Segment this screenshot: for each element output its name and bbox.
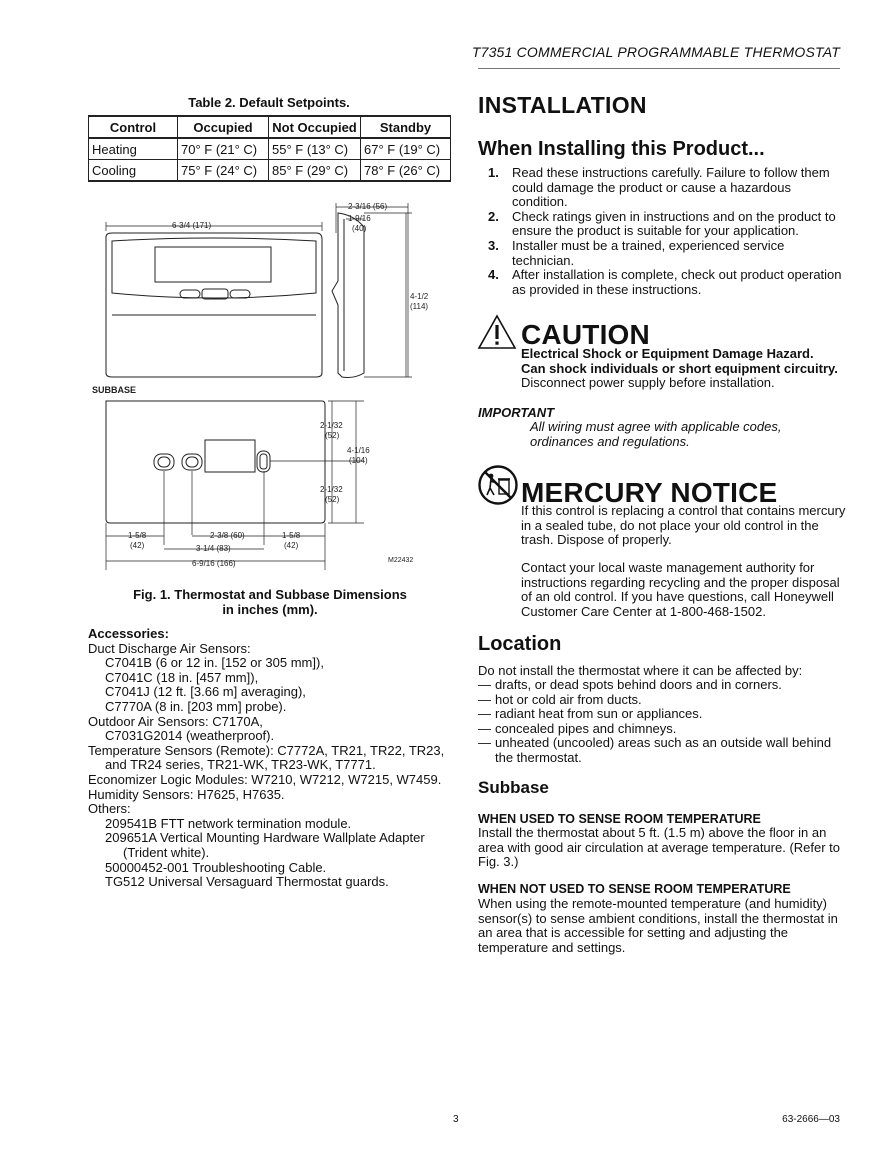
list-item-text: hot or cold air from ducts. <box>495 691 642 707</box>
accessory-line: Duct Discharge Air Sensors: <box>88 640 251 656</box>
table-row <box>89 160 451 182</box>
table-title: Table 2. Default Setpoints. <box>188 95 350 110</box>
table-header-cell: Control <box>89 116 178 138</box>
dim-label: 6-3/4 (171) <box>172 221 212 230</box>
dim-label: 2-1/32 <box>320 421 343 430</box>
table-cell: 75° F (24° C) <box>178 160 269 182</box>
list-item-text: unheated (uncooled) areas such as an outside wall behind the thermostat. <box>495 735 832 765</box>
dim-label: 3-1/4 (83) <box>196 544 231 553</box>
step-text: Read these instructions carefully. Failure to follow them could damage the product or cause a hazardous condition. <box>512 165 830 210</box>
mercury-paragraph: Contact your local waste management authority for instructions regarding recycling and the proper disposal of an old control. If you have questions, call Honeywell Customer Care Center at 1-800-468-1502. <box>521 560 840 619</box>
subbase-knob <box>182 454 202 470</box>
dim-label: (104) <box>349 456 368 465</box>
caution-line: Electrical Shock or Equipment Damage Hazard. <box>521 346 814 361</box>
accessory-line: Outdoor Air Sensors: C7170A, <box>88 713 263 729</box>
accessory-line: 50000452-001 Troubleshooting Cable. <box>105 859 327 875</box>
setpoints-table <box>88 115 451 182</box>
accessory-line: C7041B (6 or 12 in. [152 or 305 mm]), <box>105 655 324 671</box>
table-cell: 78° F (26° C) <box>361 160 451 182</box>
accessory-line: C7770A (8 in. [203 mm] probe). <box>105 698 287 714</box>
step-number: 3. <box>488 237 499 253</box>
dim-label: (114) <box>410 302 429 311</box>
thermostat-display <box>155 247 271 282</box>
accessory-line: C7031G2014 (weatherproof). <box>105 728 275 744</box>
no-trash-icon <box>477 464 519 506</box>
accessory-line: 209651A Vertical Mounting Hardware Wallplate Adapter (Trident white). <box>105 830 425 860</box>
figure-caption-line: Fig. 1. Thermostat and Subbase Dimensions <box>133 587 407 602</box>
dash-marker: — <box>478 691 491 707</box>
dim-label: (52) <box>325 431 340 440</box>
table-header-cell: Not Occupied <box>269 116 361 138</box>
caution-text <box>521 347 851 391</box>
dim-label: 4-1/2 <box>410 292 429 301</box>
warning-triangle-icon <box>477 314 517 350</box>
figure-caption <box>100 587 440 617</box>
table-header-cell: Occupied <box>178 116 269 138</box>
thermostat-front-outline <box>106 233 322 377</box>
installation-steps <box>478 166 843 297</box>
sense-room-heading: WHEN USED TO SENSE ROOM TEMPERATURE <box>478 812 761 826</box>
sense-room-text: Install the thermostat about 5 ft. (1.5 m) above the floor in an area with good air circulation at average temperature. (Refer to Fig. 3.) <box>478 825 841 870</box>
dim-label: (52) <box>325 495 340 504</box>
accessory-line: Others: <box>88 801 131 817</box>
location-intro: Do not install the thermostat where it can be affected by: <box>478 663 803 678</box>
accessory-line: Economizer Logic Modules: W7210, W7212, W7215, W7459. <box>88 771 442 787</box>
caution-line: Can shock individuals or short equipment circuitry. <box>521 360 838 376</box>
table-cell: Heating <box>89 138 178 160</box>
accessories-heading: Accessories: <box>88 626 169 641</box>
thermostat-side-outline <box>332 213 364 378</box>
step-text: After installation is complete, check out product operation as provided in these instructions. <box>512 267 842 297</box>
page-number: 3 <box>453 1114 459 1125</box>
figure-caption-line: in inches (mm). <box>222 602 318 617</box>
subbase-heading: Subbase <box>478 778 549 797</box>
table-cell: 55° F (13° C) <box>269 138 361 160</box>
table-cell: 85° F (29° C) <box>269 160 361 182</box>
accessory-line: C7041C (18 in. [457 mm]), <box>105 669 259 685</box>
header-rule <box>478 68 840 69</box>
caution-heading: CAUTION <box>521 319 650 350</box>
list-item <box>478 210 843 239</box>
running-header: T7351 COMMERCIAL PROGRAMMABLE THERMOSTAT <box>471 44 840 60</box>
accessory-line: 209541B FTT network termination module. <box>105 815 352 831</box>
dim-label: 1-5/8 <box>282 531 301 540</box>
list-item-text: drafts, or dead spots behind doors and in corners. <box>495 677 782 692</box>
list-item <box>478 707 848 722</box>
accessory-line: Temperature Sensors (Remote): C7772A, TR21, TR22, TR23, and TR24 series, TR21-WK, TR23-WK, T7771. <box>88 742 445 773</box>
installation-heading: INSTALLATION <box>478 92 647 118</box>
step-number: 1. <box>488 165 499 180</box>
accessories-section <box>88 627 468 890</box>
important-heading: IMPORTANT <box>478 405 555 420</box>
table-header-row <box>89 116 451 138</box>
not-sense-room-heading: WHEN NOT USED TO SENSE ROOM TEMPERATURE <box>478 882 791 896</box>
list-item <box>478 268 843 297</box>
table-cell: 70° F (21° C) <box>178 138 269 160</box>
mercury-notice-heading: MERCURY NOTICE <box>521 477 778 508</box>
location-heading: Location <box>478 633 562 655</box>
list-item <box>478 693 848 708</box>
subbase-knob <box>154 454 174 470</box>
location-list <box>478 678 848 766</box>
dim-label: 6-9/16 (166) <box>192 559 236 568</box>
list-item <box>478 736 848 765</box>
dim-label: 2-3/8 (60) <box>210 531 245 540</box>
when-installing-heading: When Installing this Product... <box>478 138 765 160</box>
dim-label: (42) <box>284 541 299 550</box>
thermostat-button <box>180 290 200 298</box>
step-number: 2. <box>488 208 499 224</box>
step-text: Installer must be a trained, experienced service technician. <box>512 237 785 268</box>
dim-label: (40) <box>352 224 367 233</box>
subbase-label: SUBBASE <box>92 385 137 395</box>
table-header-cell: Standby <box>361 116 451 138</box>
step-text: Check ratings given in instructions and on the product to ensure the product is suitable for your application. <box>512 208 836 239</box>
dash-marker: — <box>478 720 491 736</box>
table-cell: 67° F (19° C) <box>361 138 451 160</box>
caution-line: Disconnect power supply before installation. <box>521 375 775 391</box>
not-sense-room-text: When using the remote-mounted temperature (and humidity) sensor(s) to sense ambient conditions, install the thermostat in an area that is accessible for setting and adjusting the temperature and settings. <box>478 896 838 955</box>
dim-label: (42) <box>130 541 145 550</box>
subbase-outline <box>106 401 325 523</box>
table-row <box>89 138 451 160</box>
thermostat-button <box>230 290 250 298</box>
list-item <box>478 239 843 268</box>
dim-label: 2-3/16 (56) <box>348 202 388 211</box>
thermostat-dimension-diagram <box>92 195 432 575</box>
dim-label: 1-5/8 <box>128 531 147 540</box>
list-item <box>478 678 848 693</box>
list-item <box>478 722 848 737</box>
dim-label: 1-9/16 <box>348 214 371 223</box>
figure-code: M22432 <box>388 557 414 564</box>
list-item-text: concealed pipes and chimneys. <box>495 720 677 736</box>
accessory-line: TG512 Universal Versaguard Thermostat guards. <box>105 874 389 890</box>
table-cell: Cooling <box>89 160 178 182</box>
dim-label: 2-1/32 <box>320 485 343 494</box>
list-item-text: radiant heat from sun or appliances. <box>495 706 703 722</box>
document-number: 63-2666—03 <box>782 1114 840 1125</box>
accessory-line: C7041J (12 ft. [3.66 m] averaging), <box>105 684 306 700</box>
dash-marker: — <box>478 706 491 722</box>
list-item <box>478 166 843 210</box>
accessory-line: Humidity Sensors: H7625, H7635. <box>88 786 285 802</box>
dash-marker: — <box>478 677 491 692</box>
subbase-window <box>205 440 255 472</box>
step-number: 4. <box>488 267 499 283</box>
mercury-paragraph: If this control is replacing a control that contains mercury in a sealed tube, do not place your old control in the trash. Dispose of properly. <box>521 503 846 548</box>
dash-marker: — <box>478 735 491 751</box>
important-text: All wiring must agree with applicable codes, ordinances and regulations. <box>530 419 782 449</box>
dim-label: 4-1/16 <box>347 446 370 455</box>
